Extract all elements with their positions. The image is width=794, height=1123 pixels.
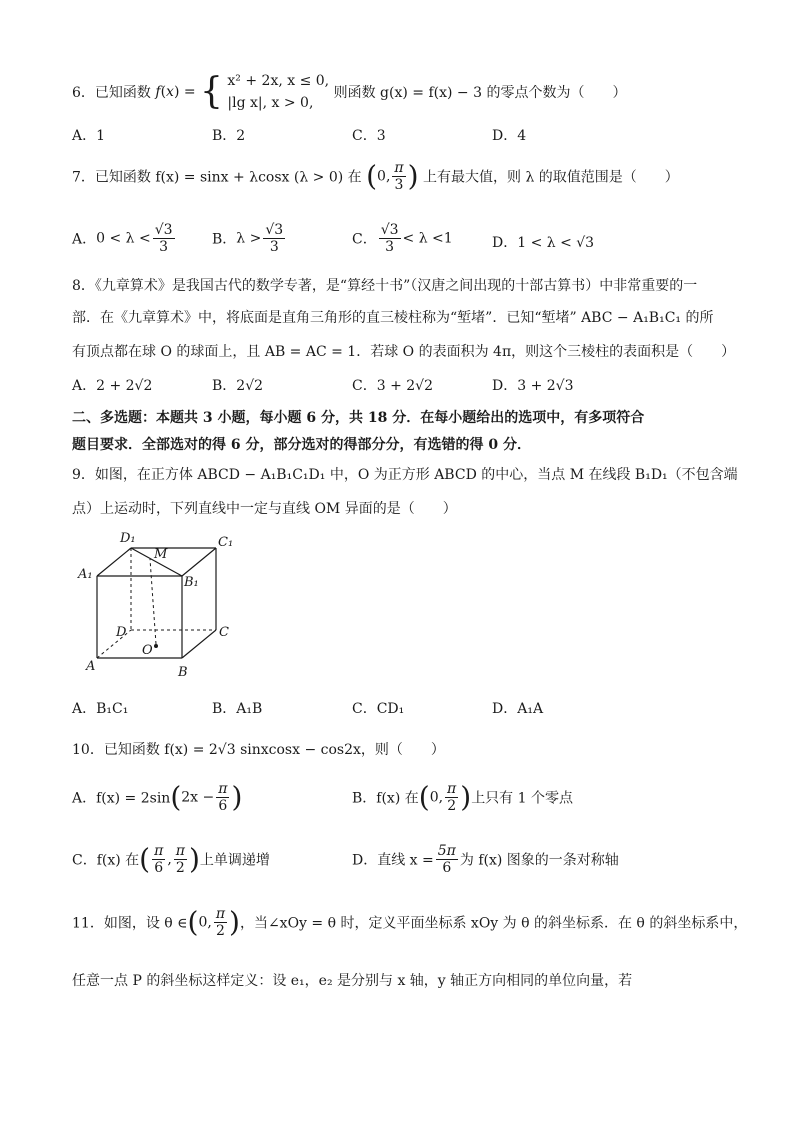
point-o [154, 644, 158, 648]
q7-opt-c-num: √3 [380, 222, 399, 238]
section2-heading-line1: 二、多选题：本题共 3 小题，每小题 6 分，共 18 分．在每小题给出的选项中，有多项符合 [72, 410, 645, 426]
q10-opt-b-left: 0, [429, 789, 444, 806]
q6-option-b: B．2 [212, 128, 246, 144]
q10-option-b: B．f(x) 在(0, $\frac{\pi}{2}$ )上只有 1 个零点 [352, 780, 573, 814]
q7-pi: π [394, 160, 404, 176]
q7-opt-c-post: < λ <1 [402, 230, 453, 247]
q10-opt-c-post: 上单调递增 [199, 852, 270, 869]
q11-num: π [215, 906, 226, 922]
q9-option-c: C．CD₁ [352, 701, 405, 717]
q6-option-c: C．3 [352, 128, 386, 144]
q6-option-a: A．1 [72, 128, 106, 144]
q7-option-b [212, 222, 287, 255]
q7-opt-b-den: 3 [269, 239, 279, 255]
label-c: C [219, 625, 229, 640]
q6-option-d: D．4 [492, 128, 527, 144]
q10-opt-d-den: 6 [442, 860, 452, 876]
q10-opt-c-n1: π [154, 843, 164, 859]
q9-option-d: D．A₁A [492, 701, 544, 717]
q7-text2: 上有最大值，则 λ 的取值范围是（ ） [423, 169, 679, 186]
q8-line2: 部．在《九章算术》中，将底面是直角三角形的直三棱柱称为“堑堵”．已知“堑堵” ABC − A₁B₁C₁ 的所 [72, 310, 714, 326]
q7-opt-c-den: 3 [385, 239, 395, 255]
q10-opt-c-d1: 6 [154, 860, 164, 876]
q10-stem: 10．已知函数 f(x) = 2√3 sinxcosx − cos2x，则（ ） [72, 742, 445, 758]
q7-opt-b-label: B． [212, 231, 237, 248]
q6-piece1: x² + 2x, x ≤ 0, [227, 73, 330, 89]
q11-post: ，当∠xOy = θ 时，定义平面坐标系 xOy 为 θ 的斜坐标系．在 θ 的斜坐标系中， [239, 915, 748, 932]
q10-opt-a-pre: A．f(x) = 2sin [72, 790, 171, 807]
q8-option-c: C．3 + 2√2 [352, 378, 433, 394]
q10-opt-c-n2: π [175, 843, 185, 859]
q6-prefix: 6．已知函数 [72, 85, 151, 101]
label-m: M [154, 547, 168, 562]
q7-opt-b-num: √3 [265, 222, 284, 238]
q10-opt-b-den: 2 [447, 798, 457, 814]
edge-b-c [182, 630, 216, 658]
label-c1: C₁ [218, 535, 234, 550]
q8-option-d: D．3 + 2√3 [492, 378, 574, 394]
label-d1: D₁ [120, 531, 136, 546]
q11-pre: 11．如图，设 θ ∈ [72, 915, 188, 932]
q7: 7．已知函数 f(x) = sinx + λcosx (λ > 0) 在 (0, $\frac{\pi}{3}$ ) 上有最大值，则 λ 的取值范围是（ ） [72, 159, 679, 193]
q8-line3: 有顶点都在球 O 的球面上，且 AB = AC = 1．若球 O 的表面积为 4π，则这个三棱柱的表面积是（ ） [72, 344, 736, 360]
q8-line1: 8．《九章算术》是我国古代的数学专著，是“算经十书”（汉唐之间出现的十部古算书）中非常重要的一 [72, 278, 698, 294]
q7-opt-a-pre: 0 < λ < [96, 230, 151, 247]
q6-piece2: |lg x|, x > 0, [227, 95, 314, 111]
q6-suffix: 则函数 g(x) = f(x) − 3 的零点个数为（ ） [333, 85, 627, 101]
q11-left: 0, [198, 914, 212, 931]
label-b1: B₁ [184, 575, 199, 590]
label-b: B [178, 665, 188, 680]
q10-option-c: C．f(x) 在( $\frac{\pi}{6}$ , $\frac{\pi}{2}$ )上单调递增 [72, 842, 270, 876]
q10-opt-d-num: 5π [437, 843, 456, 859]
q7-option-c [352, 222, 453, 255]
q10-option-d [352, 843, 619, 876]
label-a1: A₁ [78, 567, 93, 582]
q10-opt-b-post: 上只有 1 个零点 [471, 790, 573, 807]
q7-interval-left: 0, [377, 168, 391, 185]
edge-b1-c1 [182, 548, 216, 576]
q6: 6．已知函数 f(x) = { x² + 2x, x ≤ 0, |lg x|, x > 0, 则函数 g(x) = f(x) − 3 的零点个数为（ ） [72, 71, 627, 112]
q7-opt-b-pre: λ > [236, 230, 262, 247]
cube-figure [70, 528, 250, 683]
q7-option-a [72, 222, 177, 255]
q7-text1: 7．已知函数 f(x) = sinx + λcosx (λ > 0) 在 [72, 169, 362, 186]
q10-opt-a-inner: 2x − [181, 789, 215, 806]
q10-option-a: A．f(x) = 2sin(2x − $\frac{\pi}{6}$ ) [72, 780, 243, 814]
q10-opt-c-d2: 2 [175, 860, 185, 876]
label-o: O [142, 643, 153, 658]
q11-line2: 任意一点 P 的斜坐标这样定义：设 e₁，e₂ 是分别与 x 轴，y 轴正方向相同的单位向量，若 [72, 973, 633, 989]
q11-line1: 11．如图，设 θ ∈(0, $\frac{\pi}{2}$ )，当∠xOy = θ 时，定义平面坐标系 xOy 为 θ 的斜坐标系．在 θ 的斜坐标系中， [72, 905, 748, 939]
q10-opt-d-post: 为 f(x) 图象的一条对称轴 [459, 852, 619, 869]
q9-option-a: A．B₁C₁ [72, 701, 129, 717]
q8-option-b: B．2√2 [212, 378, 264, 394]
q10-opt-a-den: 6 [218, 798, 228, 814]
q8-option-a: A．2 + 2√2 [72, 378, 153, 394]
section2-heading-line2: 题目要求．全部选对的得 6 分，部分选对的得部分分，有选错的得 0 分． [72, 437, 531, 453]
q9-option-b: B．A₁B [212, 701, 263, 717]
q10-opt-b-pre: B．f(x) 在 [352, 790, 419, 807]
segment-o-m [150, 559, 156, 644]
q7-opt-a-den: 3 [159, 239, 169, 255]
q9-line1: 9．如图，在正方体 ABCD − A₁B₁C₁D₁ 中，O 为正方形 ABCD 的中心，当点 M 在线段 B₁D₁（不包含端 [72, 467, 738, 483]
q7-opt-a-label: A． [72, 231, 97, 248]
edge-d1-a1 [97, 548, 131, 576]
q10-opt-a-num: π [218, 781, 228, 797]
q10-opt-c-pre: C．f(x) 在 [72, 852, 140, 869]
q10-opt-d-pre: D．直线 x = [352, 852, 434, 869]
q7-option-d: D．1 < λ < √3 [492, 235, 595, 251]
q7-den: 3 [394, 177, 404, 193]
label-a: A [86, 659, 96, 674]
q7-opt-c-label: C． [352, 231, 377, 248]
q11-den: 2 [215, 923, 225, 939]
q10-opt-b-num: π [447, 781, 457, 797]
label-d: D [116, 625, 127, 640]
q7-opt-a-num: √3 [154, 222, 173, 238]
q9-line2: 点）上运动时，下列直线中一定与直线 OM 异面的是（ ） [72, 501, 457, 517]
